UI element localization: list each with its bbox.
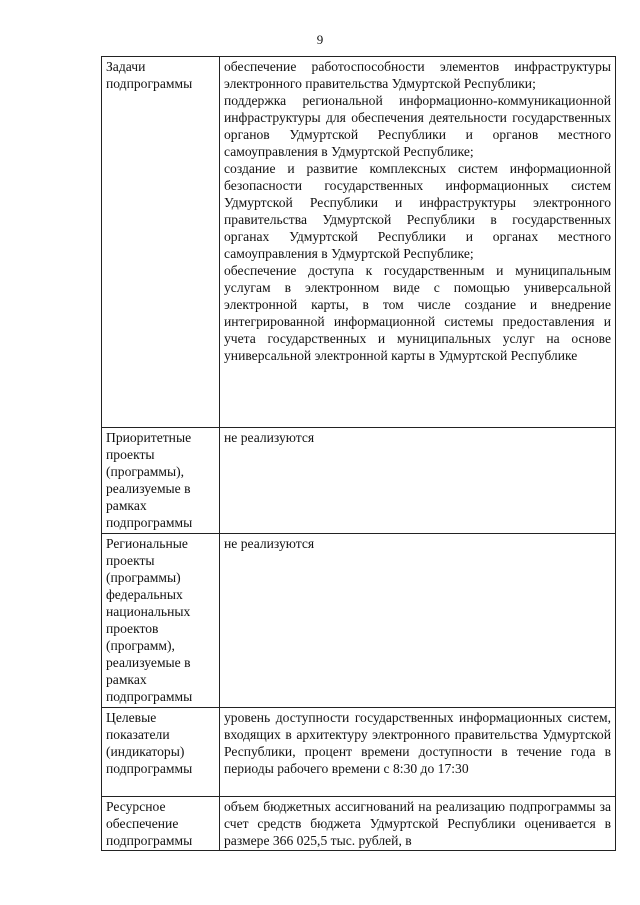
- row-label-regional-projects: Региональные проекты (программы) федеральных национальных проектов (программ), реализуемые в рамках подпрограммы: [102, 534, 220, 708]
- row-label-priority-projects: Приоритетные проекты (программы), реализуемые в рамках подпрограммы: [102, 428, 220, 534]
- row-content-resources: [220, 797, 616, 851]
- priority-projects-value: не реализуются: [224, 430, 315, 445]
- resources-text: объем бюджетных ассигнований на реализацию подпрограммы за счет средств бюджета Удмуртской Республики оценивается в размере 366 025,5 тыс. рублей, в: [224, 799, 611, 848]
- task-paragraph: поддержка региональной информационно-коммуникационной инфраструктуры для обеспечения деятельности государственных органов Удмуртской Республики и органов местного самоуправления в Удмуртской Республике;: [224, 93, 611, 159]
- row-label-tasks: Задачи подпрограммы: [102, 57, 220, 428]
- row-content-regional-projects: [220, 534, 616, 708]
- row-content-priority-projects: [220, 428, 616, 534]
- table-row-tasks: [102, 57, 616, 428]
- row-label-resources: Ресурсное обеспечение подпрограммы: [102, 797, 220, 851]
- target-indicator-text: уровень доступности государственных информационных систем, входящих в архитектуру электронного правительства Удмуртской Республики, процент времени доступности в течение года в периоды рабочего времени с 8:30 до 17:30: [224, 710, 611, 776]
- table-row-target-indicators: [102, 708, 616, 797]
- row-content-tasks: [220, 57, 616, 428]
- task-paragraph: создание и развитие комплексных систем информационной безопасности государственных информационных систем Удмуртской Республики и инфраструктуры электронного правительства Удмуртской Республики в государственных органах Удмуртской Республики и органах местного самоуправления в Удмуртской Республике;: [224, 161, 611, 261]
- subprogram-passport-table: [101, 56, 616, 851]
- table-row-priority-projects: [102, 428, 616, 534]
- page-number: 9: [316, 32, 324, 47]
- table-row-resources: [102, 797, 616, 851]
- row-label-target-indicators: Целевые показатели (индикаторы) подпрограммы: [102, 708, 220, 797]
- row-content-target-indicators: [220, 708, 616, 797]
- regional-projects-value: не реализуются: [224, 536, 315, 551]
- table-row-regional-projects: [102, 534, 616, 708]
- task-paragraph: обеспечение работоспособности элементов инфраструктуры электронного правительства Удмуртской Республики;: [224, 59, 611, 91]
- task-paragraph: обеспечение доступа к государственным и муниципальным услугам в электронном виде с помощью универсальной электронной карты, в том числе создание и внедрение интегрированной информационной системы предоставления и учета государственных и муниципальных услуг на основе универсальной электронной карты в Удмуртской Республике: [224, 263, 611, 363]
